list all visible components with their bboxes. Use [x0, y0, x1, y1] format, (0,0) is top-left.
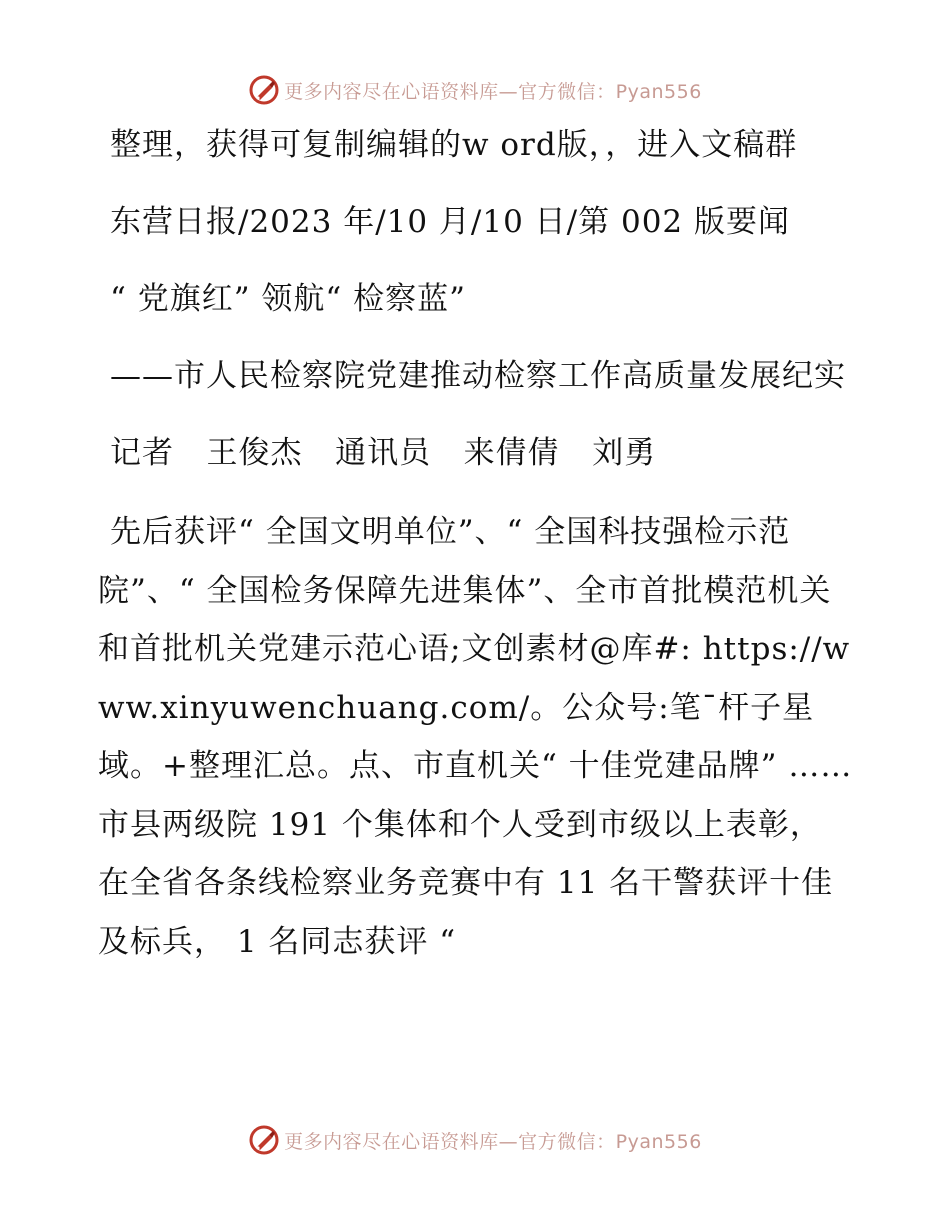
footer-watermark-banner: [0, 1122, 950, 1158]
pen-logo-icon: [248, 74, 280, 106]
watermark-text: 更多内容尽在心语资料库—官方微信：Pyan556: [284, 80, 702, 103]
byline: 记者 王俊杰 通讯员 来倩倩 刘勇: [110, 435, 657, 471]
document-body: [98, 118, 858, 993]
pen-logo-icon: [248, 1124, 280, 1156]
article-subtitle: ——市人民检察院党建推动检察工作高质量发展纪实: [110, 358, 846, 394]
article-title: “ 党旗红” 领航“ 检察蓝”: [110, 281, 466, 317]
source-line: 东营日报/2023 年/10 月/10 日/第 002 版要闻: [110, 204, 791, 240]
header-watermark-banner: [0, 72, 950, 108]
intro-paragraph: 整理，获得可复制编辑的w ord版，，进入文稿群: [110, 127, 798, 163]
body-paragraph: 先后获评“ 全国文明单位”、“ 全国科技强检示范院”、“ 全国检务保障先进集体”、全市首批模范机关和首批机关党建示范心语;文创素材@库#: https://www.xinyuwenchuang.com/。公众号:笔¯杆子星域。+整理汇总。点、市直机关“ 十佳党建品牌” ……市县两级院 191 个集体和个人受到市级以上表彰， 在全省各条线检察业务竞赛中有 11 名干警获评十佳及标兵， 1 名同志获评 “: [98, 514, 853, 960]
watermark-text: 更多内容尽在心语资料库—官方微信：Pyan556: [284, 1130, 702, 1153]
